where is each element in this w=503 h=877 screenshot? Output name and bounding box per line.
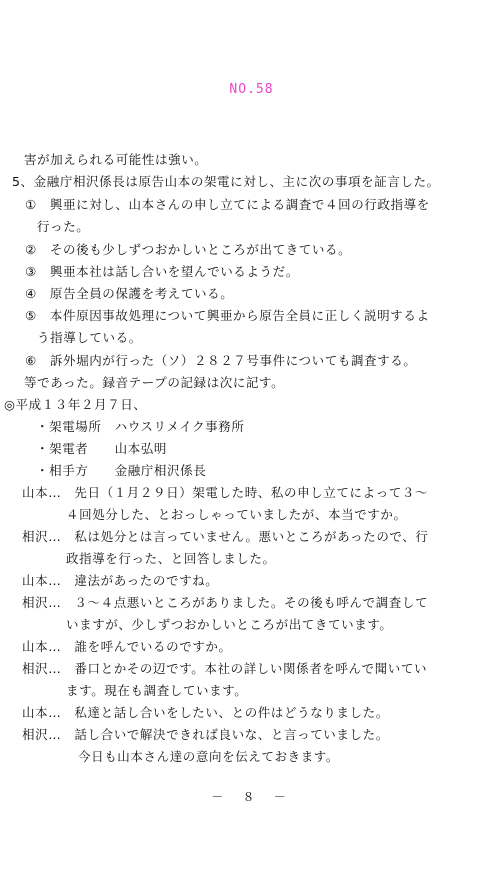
text-line: 政指導を行った、と回答しました。 (66, 551, 276, 566)
text-line: 今日も山本さん達の意向を伝えておきます。 (78, 749, 340, 764)
text-line: ４回処分した、とおっしゃっていましたが、本当ですか。 (66, 507, 407, 522)
text-line: 害が加えられる可能性は強い。 (24, 152, 208, 167)
text-line: ◎平成１３年２月７日、 (4, 397, 147, 412)
text-line: 相沢… 話し合いで解決できれば良いな、と言っていました。 (22, 727, 389, 742)
text-line: 等であった。録音テープの記録は次に記す。 (24, 375, 285, 390)
text-line: 行った。 (37, 219, 90, 234)
text-line: ⑥ 訴外堀内が行った（ソ）２８２７号事件についても調査する。 (25, 353, 417, 368)
text-line: いますが、少しずつおかしいところが出てきています。 (66, 617, 393, 632)
text-line: ⑤ 本件原因事故処理について興亜から原告全員に正しく説明するよ (25, 308, 430, 323)
text-line: 5、金融庁相沢係長は原告山本の架電に対し、主に次の事項を証言した。 (12, 174, 440, 189)
text-line: 山本… 私達と話し合いをしたい、との件はどうなりました。 (22, 705, 389, 720)
text-line: 相沢… 私は処分とは言っていません。悪いところがあったので、行 (22, 529, 429, 544)
text-line: ④ 原告全員の保護を考えている。 (25, 286, 234, 301)
text-line: ・相手方 金融庁相沢係長 (36, 463, 207, 478)
text-line: ③ 興亜本社は話し合いを望んでいるようだ。 (25, 264, 299, 279)
text-line: ます。現在も調査しています。 (66, 683, 248, 698)
text-line: ・架電者 山本弘明 (36, 441, 168, 456)
text-line: 山本… 違法があったのですね。 (22, 573, 219, 588)
text-line: う指導している。 (37, 330, 142, 345)
page-number: － ８ － (211, 790, 292, 804)
text-line: 山本… 先日（１月２９日）架電した時、私の申し立てによって３～ (22, 485, 429, 500)
text-line: ① 興亜に対し、山本さんの申し立てによる調査で４回の行政指導を (25, 197, 430, 212)
text-line: 相沢… 番口とかその辺です。本社の詳しい関係者を呼んで聞いてい (22, 661, 428, 676)
text-line: 山本… 誰を呼んでいるのですか。 (22, 639, 232, 654)
document-number: NO.58 (229, 82, 274, 97)
text-line: 相沢… ３～４点悪いところがありました。その後も呼んで調査して (22, 595, 429, 610)
text-line: ② その後も少しずつおかしいところが出てきている。 (25, 242, 352, 257)
text-line: ・架電場所 ハウスリメイク事務所 (36, 419, 245, 434)
